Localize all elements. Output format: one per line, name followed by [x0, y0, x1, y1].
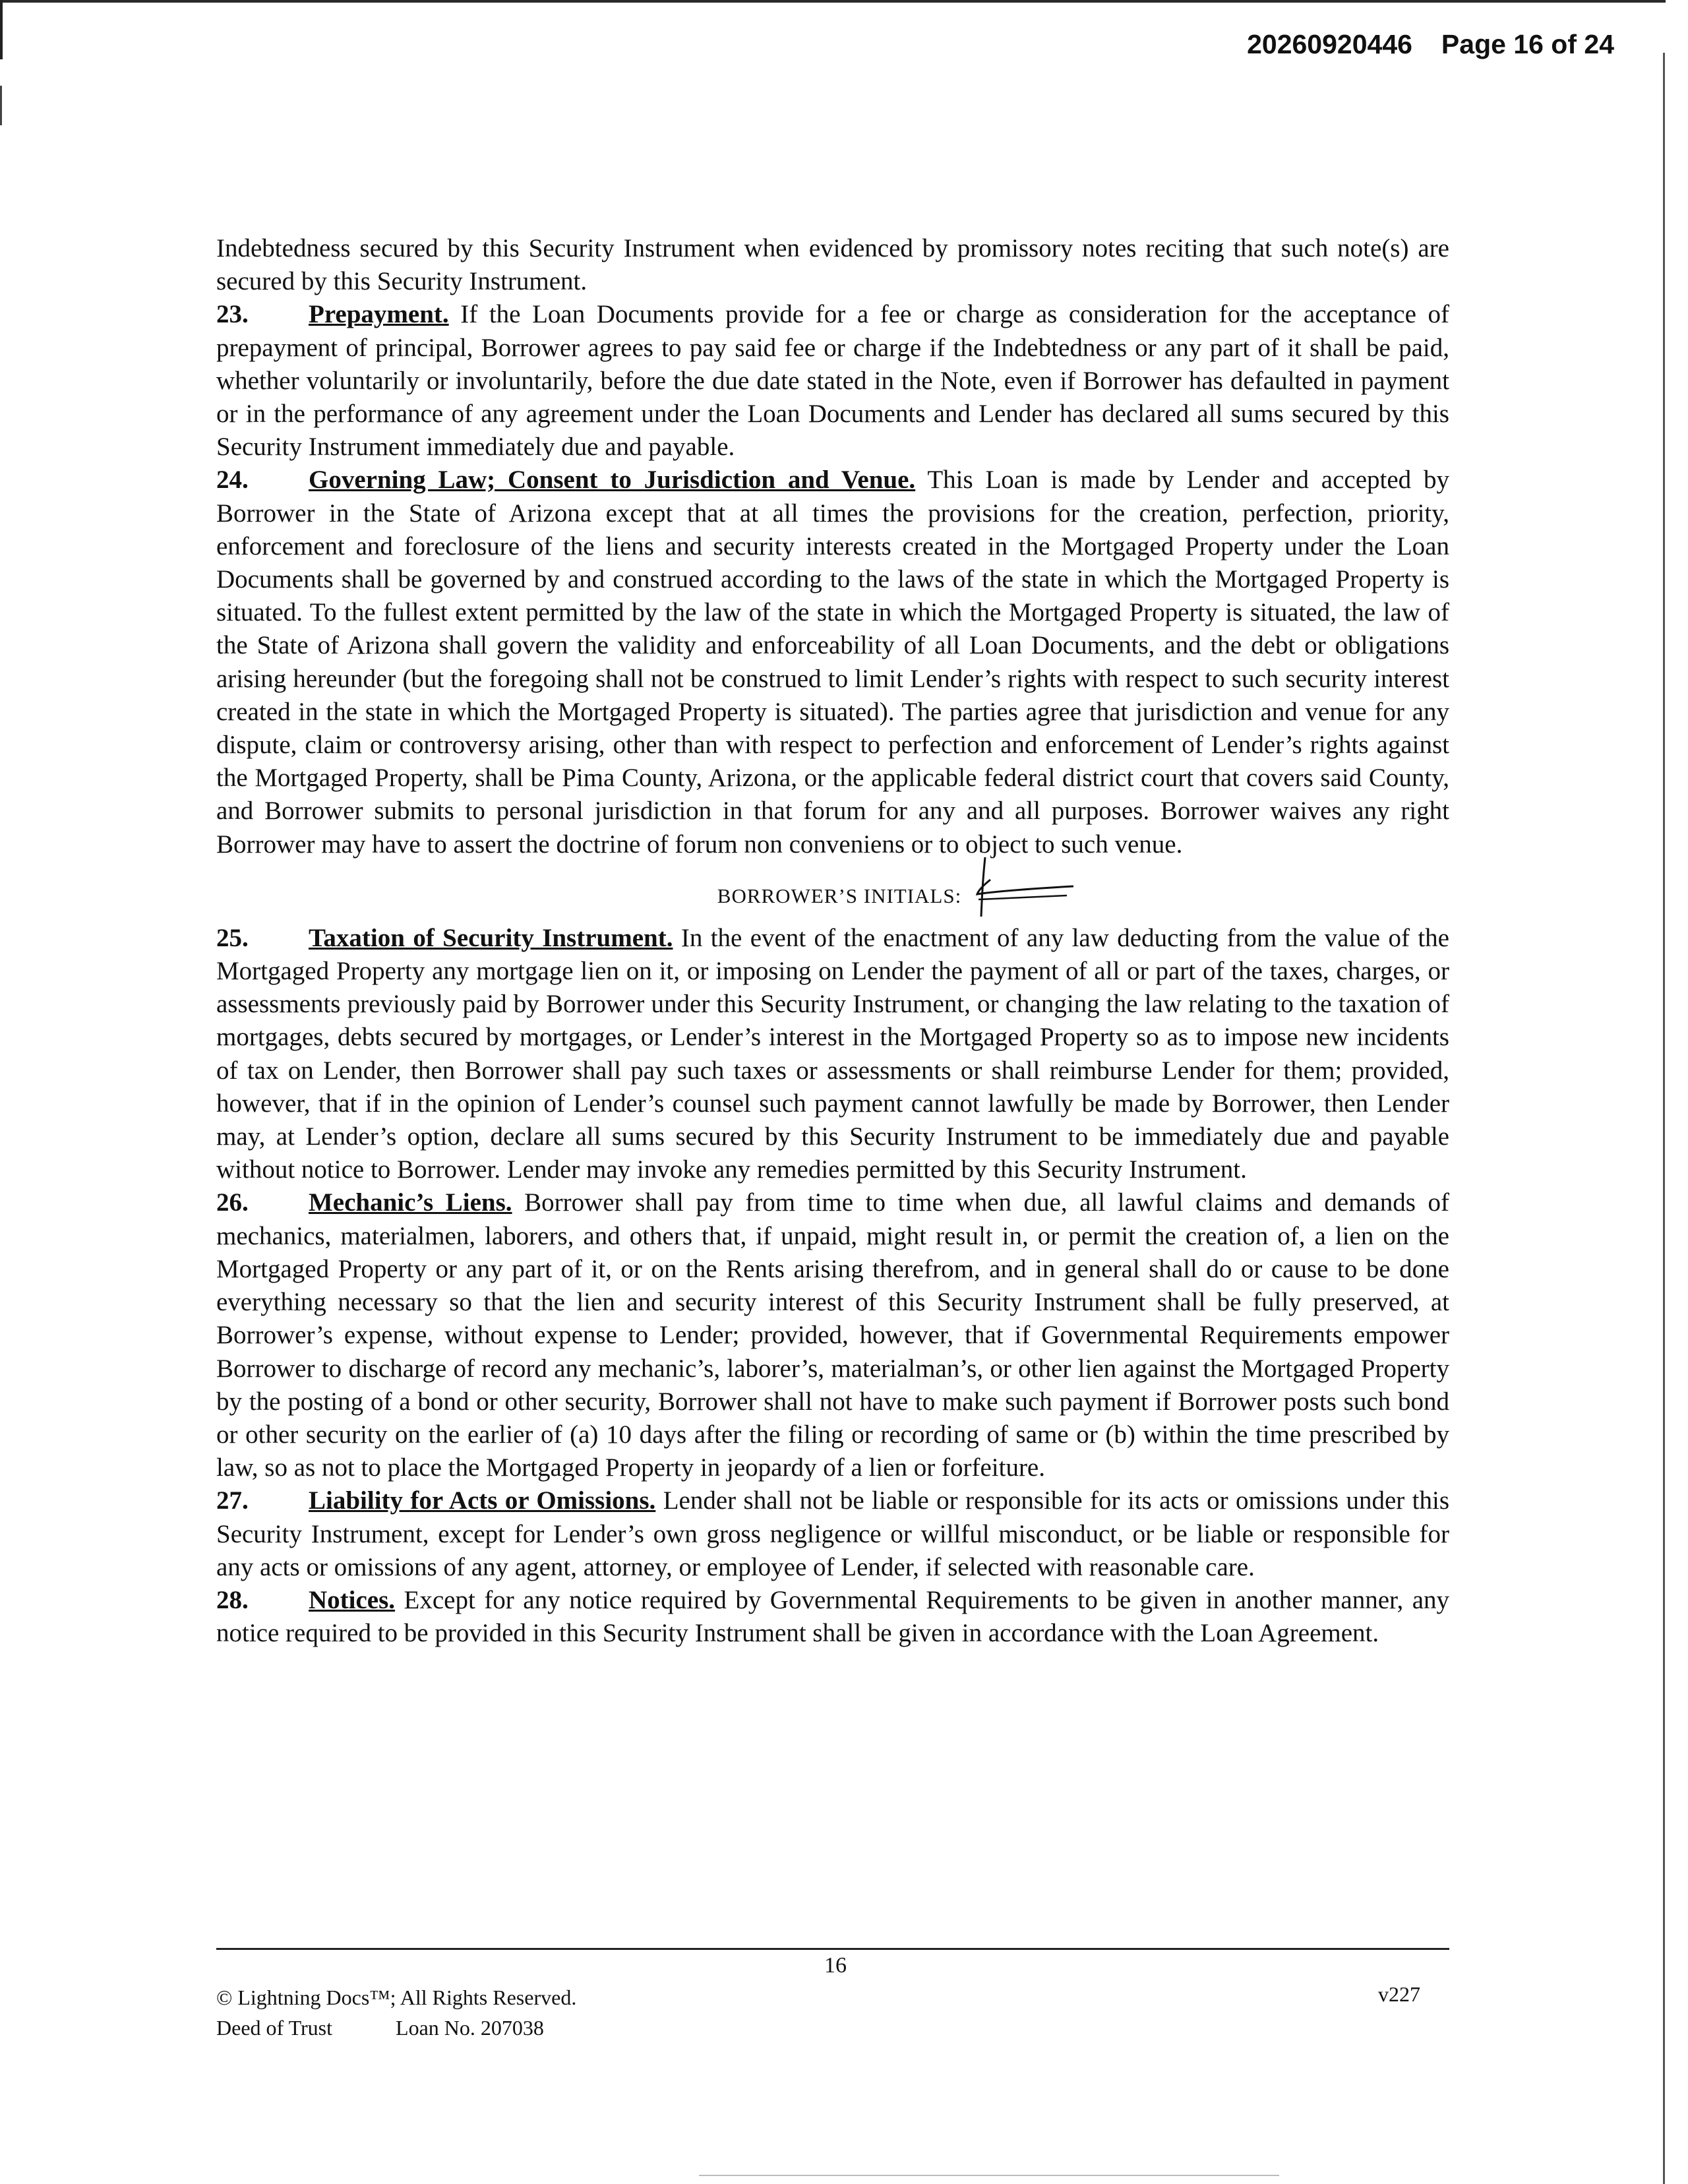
section-number: 24.: [216, 466, 249, 495]
borrower-initials: [216, 865, 1449, 913]
scan-edge-top: [0, 0, 1666, 3]
section-25: [216, 922, 1449, 1187]
document-body: [216, 232, 1449, 1650]
initials-label: BORROWER’S INITIALS:: [717, 884, 962, 907]
section-text: Lender shall not be liable or responsible for its acts or omissions under this Security Instrument, except for Lender’s own gross negligence or willful misconduct, or be liable or responsible for any acts or omissions of any agent, attorney, or employee of Lender, if selected with reasonable care.: [216, 1486, 1450, 1581]
footer-version: v227: [1378, 1982, 1420, 2006]
section-title: Notices.: [309, 1585, 396, 1614]
scan-edge-right: [1663, 53, 1665, 2184]
scan-edge-left-mark: [0, 86, 2, 125]
section-text: If the Loan Documents provide for a fee or charge as consideration for the acceptance of prepayment of principal, Borrower agrees to pay said fee or charge if the Indebtedness or any part of it shall be paid, whether voluntarily or involuntarily, before the due date stated in the Note, even if Borrower has defaulted in payment or in the performance of any agreement under the Loan Documents and Lender has declared all sums secured by this Security Instrument immediately due and payable.: [216, 300, 1450, 462]
section-title: Liability for Acts or Omissions.: [309, 1486, 656, 1515]
section-number: 25.: [216, 923, 249, 952]
section-text: Except for any notice required by Governmental Requirements to be given in another manner, any notice required to be provided in this Security Instrument shall be given in accordance with the Loan Agreement.: [216, 1585, 1450, 1648]
footer-doc-line: [216, 2013, 576, 2043]
footer-copyright: © Lightning Docs™; All Rights Reserved.: [216, 1986, 577, 2009]
footer-divider: [216, 1948, 1449, 1950]
document-number: 20260920446: [1247, 29, 1412, 59]
initials-signature-icon: [968, 851, 1087, 923]
section-24: [216, 464, 1449, 861]
section-28: [216, 1584, 1449, 1650]
section-text: In the event of the enactment of any law deducting from the value of the Mortgaged Property any mortgage lien on it, or imposing on Lender the payment of all or part of the taxes, charges, or assessments previously paid by Borrower under this Security Instrument, or changing the law relating to the taxation of mortgages, debts secured by mortgages, or Lender’s interest in the Mortgaged Property so as to impose new incidents of tax on Lender, then Borrower shall pay such taxes or assessments or shall reimburse Lender for them; provided, however, that if in the opinion of Lender’s counsel such payment cannot lawfully be made by Borrower, then Lender may, at Lender’s option, declare all sums secured by this Security Instrument to be immediately due and payable without notice to Borrower. Lender may invoke any remedies permitted by this Security Instrument.: [216, 923, 1449, 1184]
scan-edge-left: [0, 0, 3, 59]
section-title: Governing Law; Consent to Jurisdiction and Venue.: [309, 466, 916, 495]
section-title: Taxation of Security Instrument.: [309, 923, 673, 952]
intro-paragraph: Indebtedness secured by this Security Instrument when evidenced by promissory notes reciting that such note(s) are secured by this Security Instrument.: [216, 234, 1449, 296]
section-number: 27.: [216, 1486, 249, 1515]
section-number: 28.: [216, 1585, 249, 1614]
section-text: This Loan is made by Lender and accepted by Borrower in the State of Arizona except that at all times the provisions for the creation, perfection, priority, enforcement and foreclosure of the liens and security interests created in the Mortgaged Property under the Loan Documents shall be governed by and construed according to the laws of the state in which the Mortgaged Property is situated. To the fullest extent permitted by the law of the state in which the Mortgaged Property is situated, the law of the State of Arizona shall govern the validity and enforceability of all Loan Documents, and the debt or obligations arising hereunder (but the foregoing shall not be construed to limit Lender’s rights with respect to such security interest created in the state in which the Mortgaged Property is situated). The parties agree that jurisdiction and venue for any dispute, claim or controversy arising, other than with respect to perfection and enforcement of Lender’s rights against the Mortgaged Property, shall be Pima County, Arizona, or the applicable federal district court that covers said County, and Borrower submits to personal jurisdiction in that forum for any and all purposes. Borrower waives any right Borrower may have to assert the doctrine of forum non conveniens or to object to such venue.: [216, 466, 1449, 859]
recording-stamp: [1247, 29, 1614, 60]
page-label: Page 16 of 24: [1441, 29, 1614, 59]
footer-loan-number: Loan No. 207038: [396, 2016, 544, 2040]
scan-edge-bottom: [699, 2175, 1279, 2176]
section-26: [216, 1186, 1449, 1484]
section-23: [216, 298, 1449, 464]
footer-page-number: 16: [824, 1953, 847, 1978]
section-number: 26.: [216, 1188, 249, 1217]
section-title: Mechanic’s Liens.: [309, 1188, 512, 1217]
section-27: [216, 1484, 1449, 1584]
footer-doc-type: Deed of Trust: [216, 2016, 333, 2040]
footer-info: [216, 1982, 576, 2043]
section-number: 23.: [216, 300, 249, 329]
section-title: Prepayment.: [309, 300, 449, 329]
section-text: Borrower shall pay from time to time when due, all lawful claims and demands of mechanics, materialmen, laborers, and others that, if unpaid, might result in, or permit the creation of, a lien on the Mortgaged Property or any part of it, or on the Rents arising therefrom, and in general shall do or cause to be done everything necessary so that the lien and security interest of this Security Instrument shall be fully preserved, at Borrower’s expense, without expense to Lender; provided, however, that if Governmental Requirements empower Borrower to discharge of record any mechanic’s, laborer’s, materialman’s, or other lien against the Mortgaged Property by the posting of a bond or other security, Borrower shall not have to make such payment if Borrower posts such bond or other security on the earlier of (a) 10 days after the filing or recording of same or (b) within the time prescribed by law, so as not to place the Mortgaged Property in jeopardy of a lien or forfeiture.: [216, 1188, 1450, 1482]
